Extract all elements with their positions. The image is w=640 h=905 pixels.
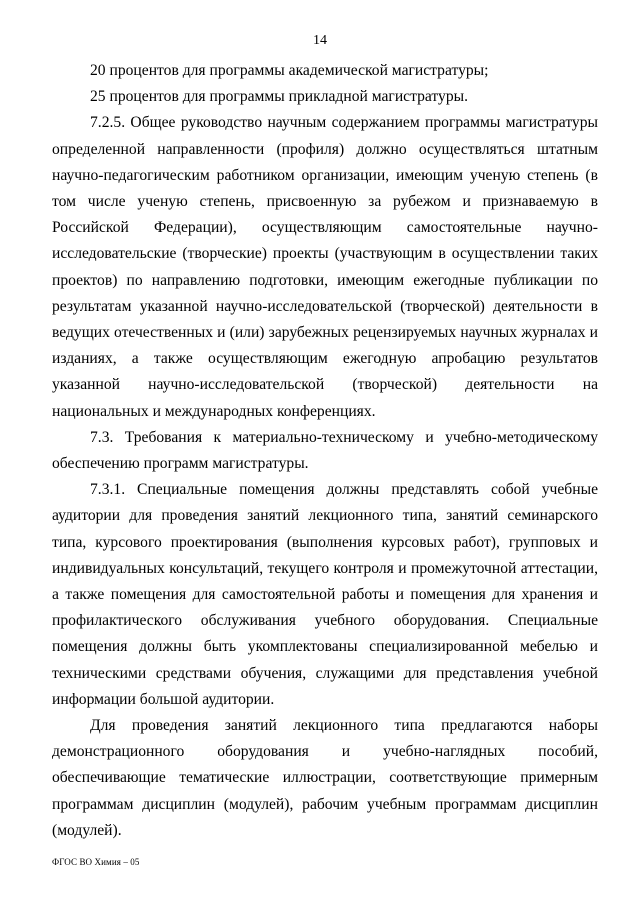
paragraph-lecture-equipment: Для проведения занятий лекционного типа предлагаются наборы демонстрационного оборудования и учебно-наглядных пособий, обеспечивающие тематические иллюстрации, соответствующие примерным программам дисциплин (модулей), рабочим учебным программам дисциплин (модулей). [52,717,598,839]
document-footer: ФГОС ВО Химия – 05 [52,857,140,867]
paragraph-7-3-1: 7.3.1. Специальные помещения должны представлять собой учебные аудитории для проведения занятий лекционного типа, занятий семинарского типа, курсового проектирования (выполнения курсовых работ), групповых и индивидуальных консультаций, текущего контроля и промежуточной аттестации, а также помещения для самостоятельной работы и помещения для хранения и профилактического обслуживания учебного оборудования. Специальные помещения должны быть укомплектованы специализированной мебелью и техническими средствами обучения, служащими для представления учебной информации большой аудитории. [52,481,598,708]
paragraph-academic-masters-percent: 20 процентов для программы академической магистратуры; [90,62,489,79]
document-body [52,58,598,844]
page-number: 14 [313,33,327,48]
paragraph-applied-masters-percent: 25 процентов для программы прикладной магистратуры. [90,88,468,106]
paragraph-7-3: 7.3. Требования к материально-техническому и учебно-методическому обеспечению программ магистратуры. [52,428,598,473]
paragraph-7-2-5: 7.2.5. Общее руководство научным содержанием программы магистратуры определенной направленности (профиля) должно осуществляться штатным научно-педагогическим работником организации, имеющим ученую степень (в том числе ученую степень, присвоенную за рубежом и признаваемую в Российской Федерации), осуществляющим самостоятельные научно-исследовательские (творческие) проекты (участвующим в осуществлении таких проектов) по направлению подготовки, имеющим ежегодные публикации по результатам указанной научно-исследовательской (творческой) деятельности в ведущих отечественных и (или) зарубежных рецензируемых научных журналах и изданиях, а также осуществляющим ежегодную апробацию результатов указанной научно-исследовательской (творческой) деятельности на национальных и международных конференциях. [52,114,598,420]
